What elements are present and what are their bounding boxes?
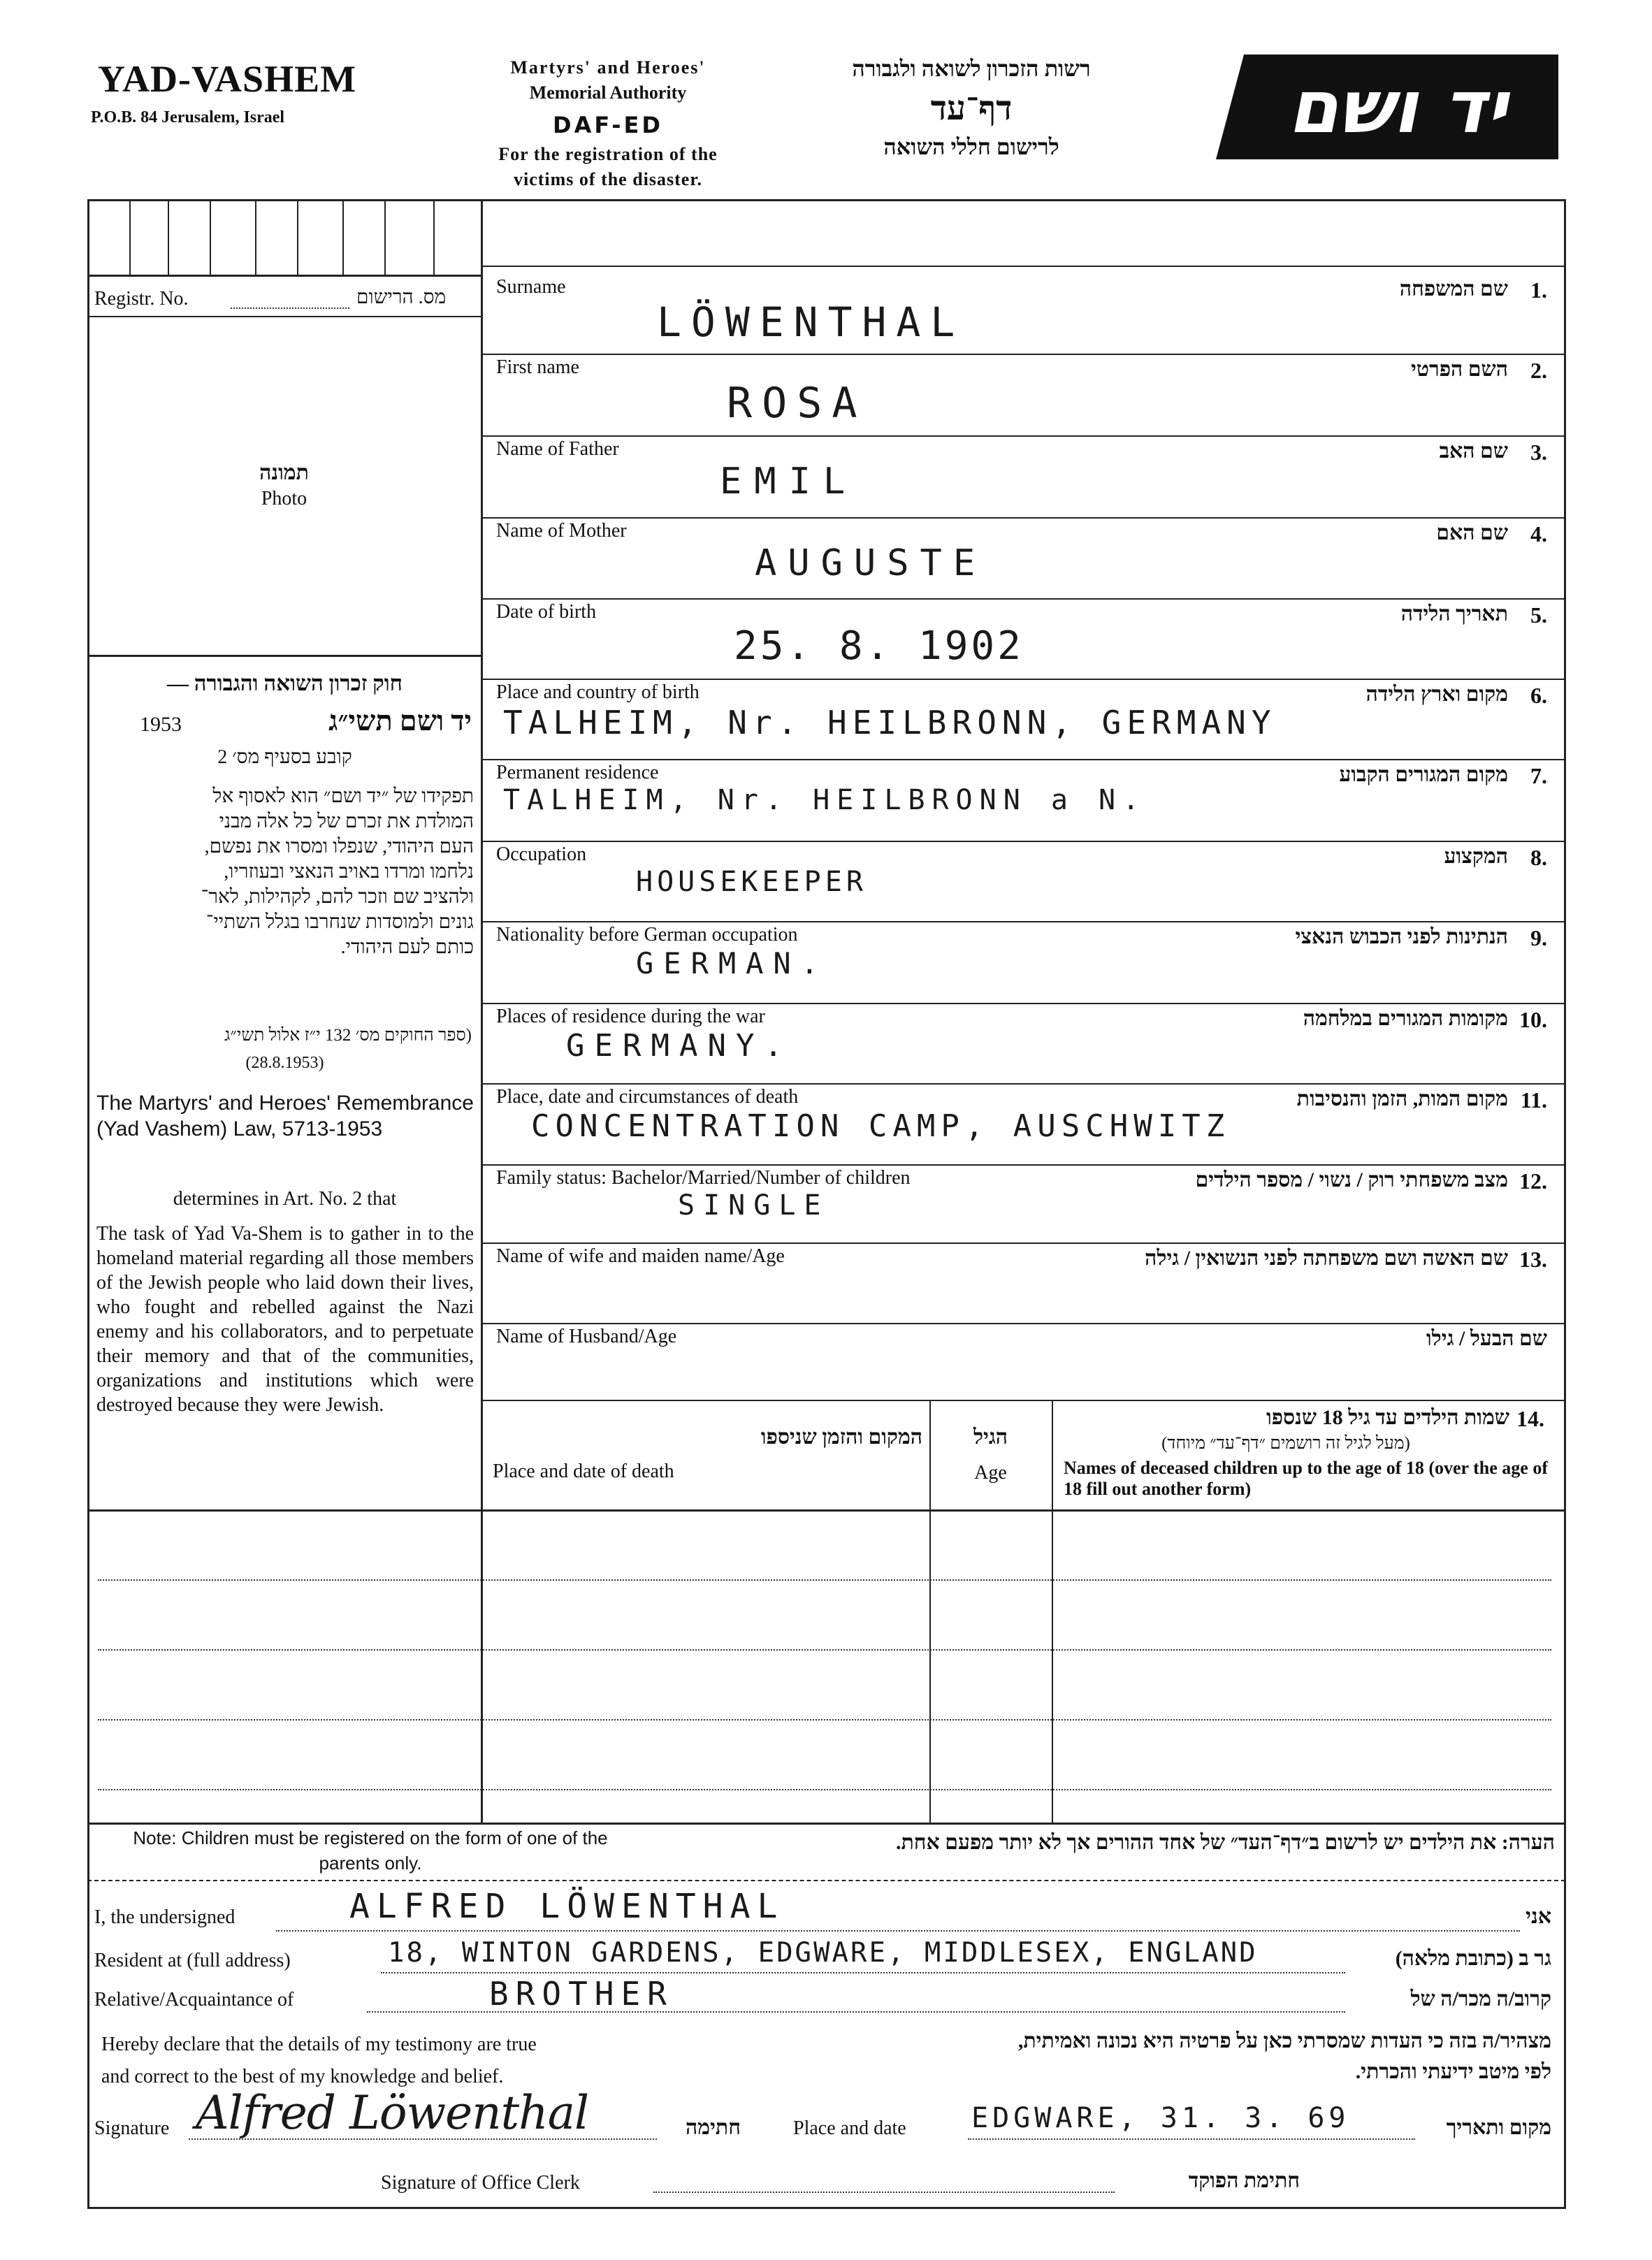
law-heb-title-2: יד ושם תשי״ג [328,705,472,737]
note-en: Note: Children must be registered on the form of one of the parents only. [133,1827,608,1874]
registr-label: Registr. No. [94,288,189,310]
place-date-label: Place and date [793,2117,906,2139]
law-heb-line: העם היהודי, שנפלו ומסרו את נפשם, [204,836,474,857]
header-rule [481,266,1565,267]
yad-vashem-logo [1216,55,1558,159]
law-heb-clause: קובע בסעיף מס׳ 2 [217,746,352,768]
field-label-en: Name of Husband/Age [496,1326,677,1347]
children-place-header-he: המקום והזמן שניספו [760,1426,922,1449]
children-row[interactable] [98,1789,1551,1790]
field-label-en: Occupation [496,843,587,865]
field-number: 5. [1530,602,1547,628]
field-row[interactable] [482,1324,1564,1401]
children-names-header-en: Names of deceased children up to the age of 18 (over the age of 18 fill out another form) [1064,1458,1548,1499]
relative-label: Relative/Acquaintance of [94,1989,294,2011]
field-label-he: מקום וארץ הלידה [1365,683,1508,706]
form-name: DAF-ED [553,112,663,138]
resident-label: Resident at (full address) [94,1950,291,1971]
field-number: 10. [1519,1007,1547,1032]
photo-box [87,316,481,657]
signature-value: Alfred Löwenthal [196,2086,589,2140]
field-value: ROSA [727,379,867,428]
law-heb-line: המולדת את זכרם של כל אלה מבני [219,811,474,832]
law-heb-year: 1953 [140,713,182,736]
resident-value: 18, WINTON GARDENS, EDGWARE, MIDDLESEX, ENGLAND [388,1937,1258,1969]
field-value: TALHEIM, Nr. HEILBRONN a N. [503,784,1147,816]
field-label-en: Place and country of birth [496,681,700,703]
field-number: 3. [1530,440,1547,465]
note-top-rule [87,1823,1565,1825]
resident-label-he: גר ב (כתובת מלאה) [1395,1947,1551,1970]
frame-bottom [87,2207,1566,2209]
law-heb-body [96,784,474,960]
registr-line[interactable] [231,307,349,309]
declare-en-1: Hereby declare that the details of my testimony are true [101,2034,537,2055]
org-address: P.O.B. 84 Jerusalem, Israel [91,108,285,126]
field-label-he: שם האשה ושם משפחתה לפני הנשואין / גילה [1145,1247,1508,1270]
field-number: 13. [1519,1247,1547,1272]
field-value: GERMAN. [636,946,829,980]
field-row[interactable] [482,680,1564,757]
field-value: AUGUSTE [755,542,987,584]
field-label-he: המקצוע [1444,845,1508,868]
children-names-num: 14. [1516,1406,1544,1431]
declare-he-2: לפי מיטב ידיעתי והכרתי. [1355,2060,1551,2083]
registration-boxes [87,199,481,277]
field-value: LÖWENTHAL [657,298,965,346]
undersigned-line[interactable] [276,1930,1520,1932]
law-en-determines: determines in Art. No. 2 that [173,1188,397,1210]
field-row[interactable] [482,519,1564,595]
signature-label-he: חתימה [686,2116,741,2139]
law-heb-line: כותם לעם היהודי. [340,936,474,958]
field-row[interactable] [482,600,1564,676]
field-label-en: Surname [496,276,566,298]
frame-right [1564,199,1566,2208]
signature-label: Signature [94,2117,170,2139]
logo-text: יד ושם [1288,64,1507,150]
law-heb-ref-date: (28.8.1953) [245,1054,324,1072]
law-en-body: The task of Yad Va-Shem is to gather in to the homeland material regarding all those members of the Jewish people who laid down their lives, who fought and rebelled against the Nazi enemy and his collaborators, and to perpetuate their memory and that of the communities, organizations and institutions which were destroyed because they were Jewish. [96,1223,474,1416]
org-title: YAD-VASHEM [98,58,357,100]
clerk-label-he: חתימת הפוקד [1188,2169,1300,2192]
place-date-label-he: מקום ותאריך [1446,2116,1551,2139]
photo-label-he: תמונה [259,461,309,484]
field-row[interactable] [482,922,1564,999]
field-number: 12. [1519,1168,1547,1194]
relative-value: BROTHER [489,1975,674,2013]
field-label-he: שם האב [1439,440,1508,463]
field-label-en: Place, date and circumstances of death [496,1086,799,1108]
law-heb-line: נלחמו ומרדו באויב הנאצי ובעוזריו, [224,861,474,883]
law-heb-line: גונים ולמוסדות שנחרבו בגלל השתיי־ [205,911,474,933]
field-value: EMIL [720,461,858,502]
heb-authority: רשות הזכרון לשואה ולגבורה [852,56,1091,81]
field-label-en: Name of Father [496,438,619,460]
field-label-he: מצב משפחתי רוק / נשוי / מספר הילדים [1195,1168,1508,1191]
field-value: GERMANY. [566,1028,792,1064]
authority-line-1: Martyrs' and Heroes' [510,57,706,78]
field-row[interactable] [482,760,1564,837]
field-row[interactable] [482,1085,1564,1161]
registr-label-he: מס. הרישום [356,287,447,308]
field-number: 6. [1530,683,1547,708]
field-row[interactable] [482,355,1564,432]
field-number: 11. [1520,1087,1547,1113]
field-number: 1. [1530,277,1547,303]
heb-purpose: לרישום חללי השואה [883,134,1059,159]
children-col-divider-2 [1052,1400,1053,1823]
field-row[interactable] [482,437,1564,514]
field-label-he: השם הפרטי [1410,358,1508,381]
purpose-line-1: For the registration of the [498,144,718,164]
children-table-header-rule [87,1509,1565,1512]
law-en-title: The Martyrs' and Heroes' Remembrance (Yad Vashem) Law, 5713-1953 [96,1092,474,1140]
field-label-en: Family status: Bachelor/Married/Number of children [496,1167,911,1189]
field-row[interactable] [482,1004,1564,1081]
clerk-line[interactable] [653,2192,1115,2193]
relative-label-he: קרוב/ה מכר/ה של [1410,1987,1551,2011]
resident-line[interactable] [381,1972,1345,1973]
children-names-header-he: שמות הילדים עד גיל 18 שנספו [1266,1406,1509,1429]
field-value: HOUSEKEEPER [636,866,867,898]
field-number: 2. [1530,358,1547,383]
field-row[interactable] [482,1166,1564,1243]
children-row[interactable] [98,1719,1551,1721]
law-heb-ref: (ספר החוקים מס׳ 132 י״ז אלול תשי״ג [224,1026,472,1045]
field-value: TALHEIM, Nr. HEILBRONN, GERMANY [503,704,1277,741]
field-value: SINGLE [678,1189,829,1222]
field-number: 8. [1530,845,1547,870]
field-row[interactable] [482,275,1564,352]
law-heb-title-1: חוק זכרון השואה והגבורה — [166,671,403,695]
field-label-he: שם האם [1436,521,1508,544]
note-he: הערה: את הילדים יש לרשום ב״דף־העד״ של אחד ההורים אך לא יותר מפעם אחת. [895,1831,1555,1854]
children-age-header-he: הגיל [973,1426,1008,1449]
note-bottom-rule [87,1880,1565,1881]
undersigned-value: ALFRED LÖWENTHAL [349,1887,785,1926]
field-row[interactable] [482,842,1564,919]
field-number: 9. [1530,925,1547,950]
purpose-line-2: victims of the disaster. [513,169,702,189]
field-label-en: Date of birth [496,601,597,623]
declare-en-2: and correct to the best of my knowledge and belief. [101,2066,504,2087]
field-label-en: Name of Mother [496,520,627,542]
field-label-he: הנתינות לפני הכבוש הנאצי [1295,925,1508,948]
field-label-he: שם הבעל / גילו [1426,1327,1547,1350]
law-heb-line: תפקידו של ״יד ושם״ הוא לאסוף אל [212,785,474,807]
field-label-en: Permanent residence [496,762,659,783]
place-date-line[interactable] [968,2138,1415,2140]
field-number: 4. [1530,521,1547,546]
field-label-en: First name [496,356,579,378]
children-table-top [481,1400,1565,1401]
authority-line-2: Memorial Authority [529,82,687,103]
undersigned-label-he: אני [1526,1905,1551,1928]
field-row[interactable] [482,1244,1564,1321]
children-age-header-en: Age [974,1462,1007,1484]
place-date-value: EDGWARE, 31. 3. 69 [971,2102,1350,2134]
field-label-en: Places of residence during the war [496,1006,765,1027]
children-row[interactable] [98,1579,1551,1581]
children-col-divider-1 [929,1400,931,1823]
field-label-en: Nationality before German occupation [496,924,798,946]
undersigned-label: I, the undersigned [94,1906,236,1928]
heb-form-name: דף־עד [930,90,1013,127]
field-label-en: Name of wife and maiden name/Age [496,1245,785,1267]
field-value: CONCENTRATION CAMP, AUSCHWITZ [531,1108,1231,1144]
field-label-he: מקום המגורים הקבוע [1339,763,1508,786]
field-value: 25. 8. 1902 [734,623,1024,669]
declare-he-1: מצהיר/ה בזה כי העדות שמסרתי כאן על פרטיה היא נכונה ואמיתית, [1017,2029,1551,2052]
field-label-he: שם המשפחה [1399,277,1508,300]
field-label-he: מקומות המגורים במלחמה [1303,1007,1508,1030]
children-row[interactable] [98,1649,1551,1651]
photo-label-en: Photo [261,488,307,509]
field-label-he: מקום המות, הזמן והנסיבות [1296,1087,1508,1110]
clerk-label: Signature of Office Clerk [381,2172,580,2194]
children-names-note-he: (מעל לגיל זה רושמים ״דף־עד״ מיוחד) [1161,1434,1410,1453]
field-label-he: תאריך הלידה [1400,602,1508,625]
children-place-header-en: Place and date of death [493,1461,674,1482]
field-number: 7. [1530,763,1547,788]
law-heb-line: ולהציב שם וזכר להם, לקהילות, לאר־ [201,886,474,908]
